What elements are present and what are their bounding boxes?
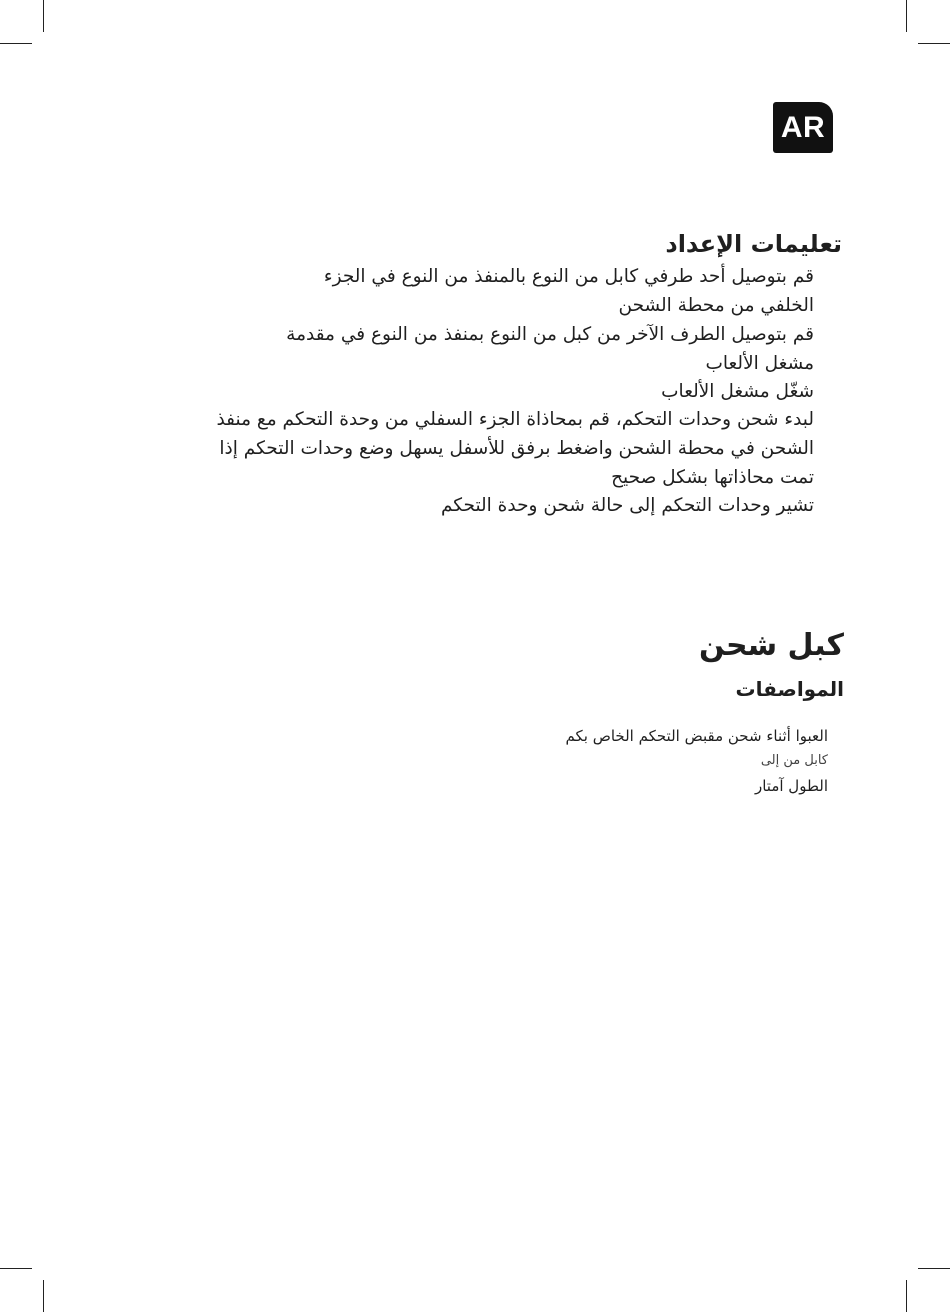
crop-mark-top-left-vertical	[43, 0, 44, 32]
setup-line-9: تشير وحدات التحكم إلى حالة شحن وحدة التحكم	[440, 495, 814, 516]
crop-mark-bottom-left-vertical	[43, 1280, 44, 1312]
setup-line-6: لبدء شحن وحدات التحكم، قم بمحاذاة الجزء السفلي من وحدة التحكم مع منفذ	[216, 409, 814, 430]
crop-mark-top-left-horizontal	[0, 43, 32, 44]
language-badge: AR	[773, 102, 833, 153]
spec-line-2: كابل من إلى	[760, 753, 828, 768]
crop-mark-bottom-right-horizontal	[918, 1268, 950, 1269]
spec-line-3: الطول آمتار	[754, 777, 828, 795]
setup-line-3: قم بتوصيل الطرف الآخر من كبل من النوع بمنفذ من النوع في مقدمة	[286, 324, 814, 345]
setup-line-8: تمت محاذاتها بشكل صحيح	[611, 467, 814, 488]
crop-mark-bottom-right-vertical	[906, 1280, 907, 1312]
specifications-title: المواصفات	[735, 677, 844, 701]
charging-cable-title: كبل شحن	[698, 628, 844, 663]
setup-instructions-title: تعليمات الإعداد	[665, 230, 842, 258]
crop-mark-top-right-vertical	[906, 0, 907, 32]
spec-line-1: العبوا أثناء شحن مقبض التحكم الخاص بكم	[565, 727, 828, 745]
setup-line-4: مشغل الألعاب	[705, 353, 814, 374]
setup-line-1: قم بتوصيل أحد طرفي كابل من النوع بالمنفذ من النوع في الجزء	[323, 266, 814, 287]
setup-line-7: الشحن في محطة الشحن واضغط برفق للأسفل يسهل وضع وحدات التحكم إذا	[219, 438, 814, 459]
setup-line-5: شغّل مشغل الألعاب	[661, 381, 814, 402]
setup-line-2: الخلفي من محطة الشحن	[618, 295, 814, 316]
crop-mark-top-right-horizontal	[918, 43, 950, 44]
crop-mark-bottom-left-horizontal	[0, 1268, 32, 1269]
